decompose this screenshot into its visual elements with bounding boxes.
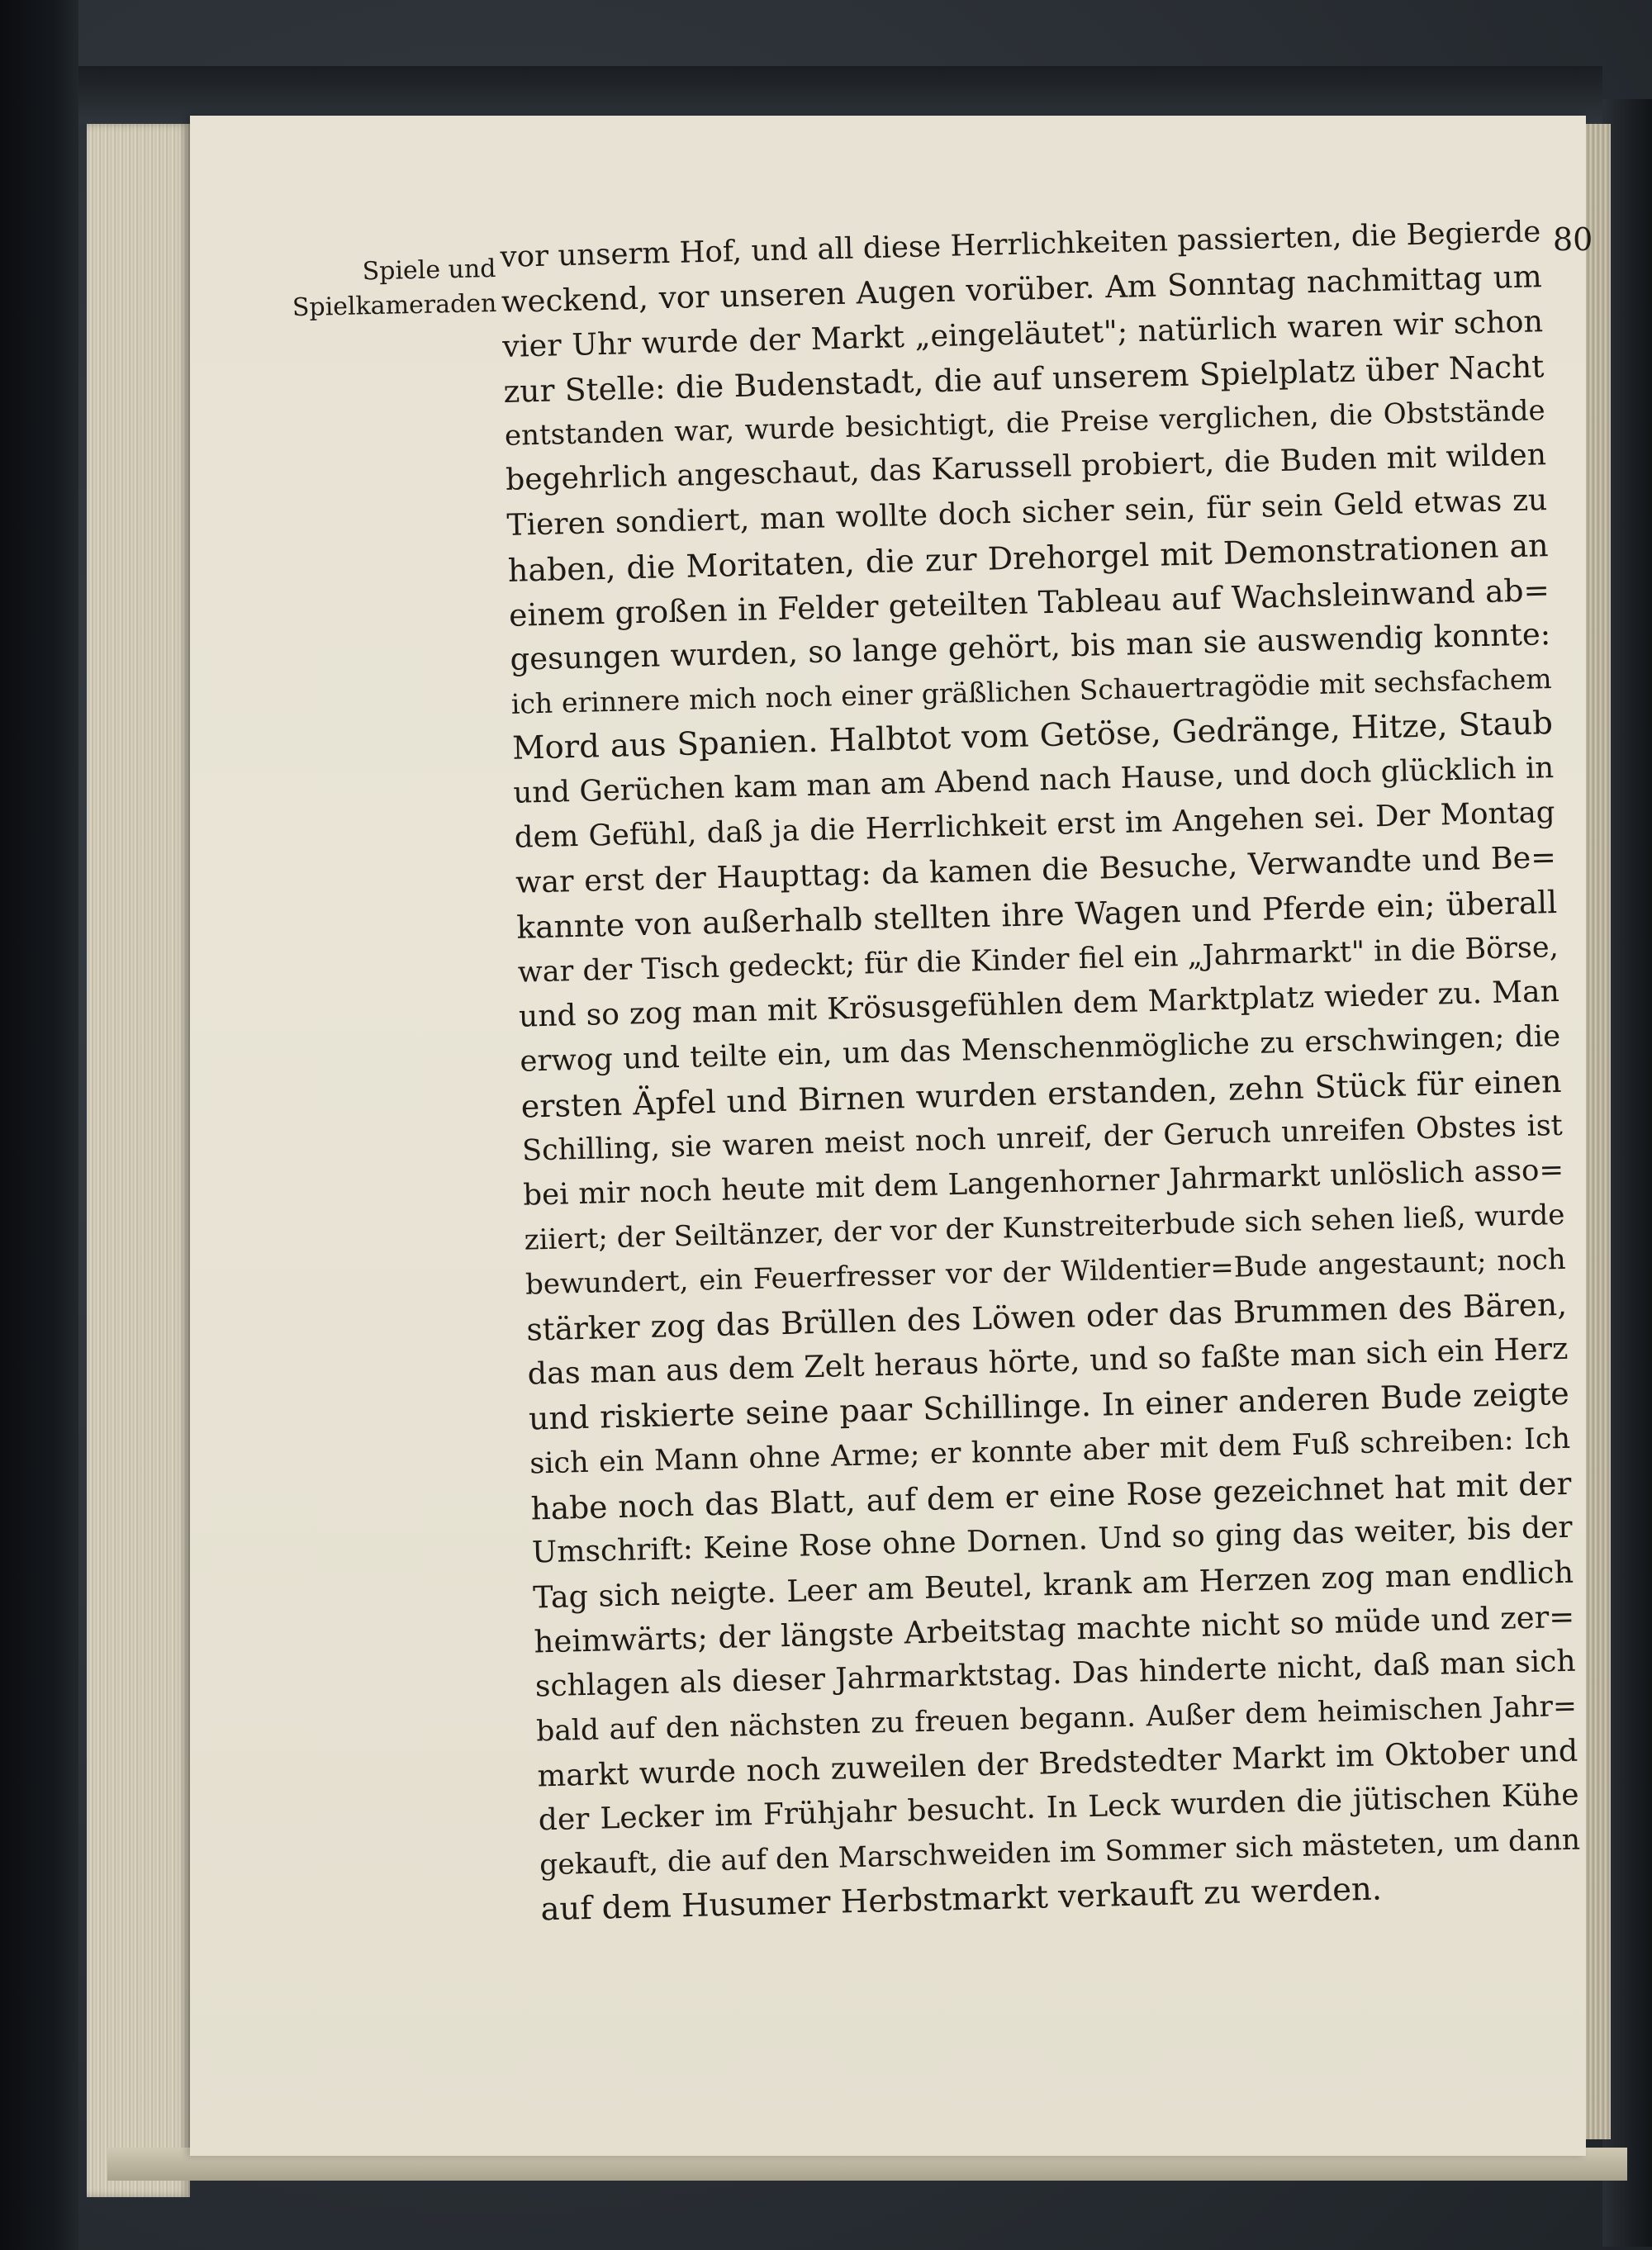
text-line: vor unserm Hof, und all diese Herrlichkeiten passierten, die Begierde <box>500 215 1541 274</box>
text-line: weckend, vor unseren Augen vorüber. Am Sonntag nachmittag um <box>501 259 1543 320</box>
text-line: begehrlich angeschaut, das Karussell probiert, die Buden mit wilden <box>505 438 1547 498</box>
text-line: bewundert, ein Feuerfresser vor der Wildentier=Bude angestaunt; noch <box>525 1242 1567 1302</box>
book-cover-left-edge <box>0 0 78 2250</box>
margin-note <box>256 252 497 326</box>
text-line: vier Uhr wurde der Markt „eingeläutet"; natürlich waren wir schon <box>501 303 1544 365</box>
text-line: Schilling, sie waren meist noch unreif, der Geruch unreifen Obstes ist <box>521 1108 1564 1168</box>
text-line: Umschrift: Keine Rose ohne Dornen. Und so ging das weiter, bis der <box>531 1510 1574 1570</box>
text-line: das man aus dem Zelt heraus hörte, und so faßte man sich ein Herz <box>527 1331 1569 1392</box>
text-line: und so zog man mit Krösusgefühlen dem Marktplatz wieder zu. Man <box>518 974 1560 1034</box>
margin-note-line: Spiele und <box>362 254 496 287</box>
text-line: habe noch das Blatt, auf dem er eine Rose gezeichnet hat mit der <box>530 1464 1572 1527</box>
text-line: sich ein Mann ohne Arme; er konnte aber mit dem Fuß schreiben: Ich <box>529 1422 1571 1481</box>
text-line: markt wurde noch zuweilen der Bredstedter Markt im Oktober und <box>537 1732 1578 1794</box>
text-line: bei mir noch heute mit dem Langenhorner Jahrmarkt unlöslich asso= <box>522 1152 1564 1213</box>
text-line: einem großen in Felder geteilten Tableau auf Wachsleinwand ab= <box>508 571 1550 634</box>
text-line: auf dem Husumer Herbstmarkt verkauft zu werden. <box>539 1870 1383 1929</box>
text-line: kannte von außerhalb stellten ihre Wagen und Pferde ein; überall <box>515 884 1558 947</box>
text-line: entstanden war, wurde besichtigt, die Preise verglichen, die Obststände <box>504 394 1546 453</box>
text-line: war erst der Haupttag: da kamen die Besuche, Verwandte und Be= <box>515 839 1557 901</box>
text-line: erwog und teilte ein, um das Menschenmögliche zu erschwingen; die <box>519 1018 1561 1079</box>
text-line: schlagen als dieser Jahrmarktstag. Das hinderte nicht, daß man sich <box>534 1644 1577 1704</box>
page-number: 80 <box>1553 221 1593 258</box>
text-line: stärker zog das Brüllen des Löwen oder das Brummen des Bären, <box>525 1286 1568 1348</box>
text-line: war der Tisch gedeckt; für die Kinder fiel ein „Jahrmarkt" in die Börse, <box>517 930 1559 990</box>
text-line: bald auf den nächsten zu freuen begann. Außer dem heimischen Jahr= <box>535 1689 1578 1749</box>
text-line: dem Gefühl, daß ja die Herrlichkeit erst im Angehen sei. Der Montag <box>514 795 1555 855</box>
body-text <box>500 210 1582 1933</box>
text-line: Tieren sondiert, man wollte doch sicher sein, für sein Geld etwas zu <box>506 482 1548 543</box>
text-line: Tag sich neigte. Leer am Beutel, krank am Herzen zog man endlich <box>532 1554 1574 1616</box>
text-line: Mord aus Spanien. Halbtot vom Getöse, Gedränge, Hitze, Staub <box>511 705 1554 767</box>
text-line: zur Stelle: die Budenstadt, die auf unserem Spielplatz über Nacht <box>503 348 1545 411</box>
text-line: heimwärts; der längste Arbeitstag machte nicht so müde und zer= <box>534 1598 1575 1660</box>
text-line: gekauft, die auf den Marschweiden im Sommer sich mästeten, um dann <box>539 1824 1581 1882</box>
text-line: ziiert; der Seiltänzer, der vor der Kunstreiterbude sich sehen ließ, wurde <box>524 1198 1565 1257</box>
text-line: und Gerüchen kam man am Abend nach Hause, und doch glücklich in <box>513 751 1555 810</box>
margin-note-line: Spielkameraden <box>292 288 497 323</box>
stacked-page-edges-left <box>87 124 190 2197</box>
text-line: der Lecker im Frühjahr besucht. In Leck wurden die jütischen Kühe <box>538 1778 1580 1838</box>
text-line: gesungen wurden, so lange gehört, bis man sie auswendig konnte: <box>510 615 1551 677</box>
text-line: ersten Äpfel und Birnen wurden erstanden, zehn Stück für einen <box>520 1062 1562 1125</box>
text-line: und riskierte seine paar Schillinge. In einer anderen Bude zeigte <box>528 1375 1570 1438</box>
stacked-page-edges-right <box>1586 124 1611 2139</box>
text-line: ich erinnere mich noch einer gräßlichen Schauertragödie mit sechsfachem <box>510 662 1552 720</box>
text-line: haben, die Moritaten, die zur Drehorgel mit Demonstrationen an <box>507 526 1550 589</box>
